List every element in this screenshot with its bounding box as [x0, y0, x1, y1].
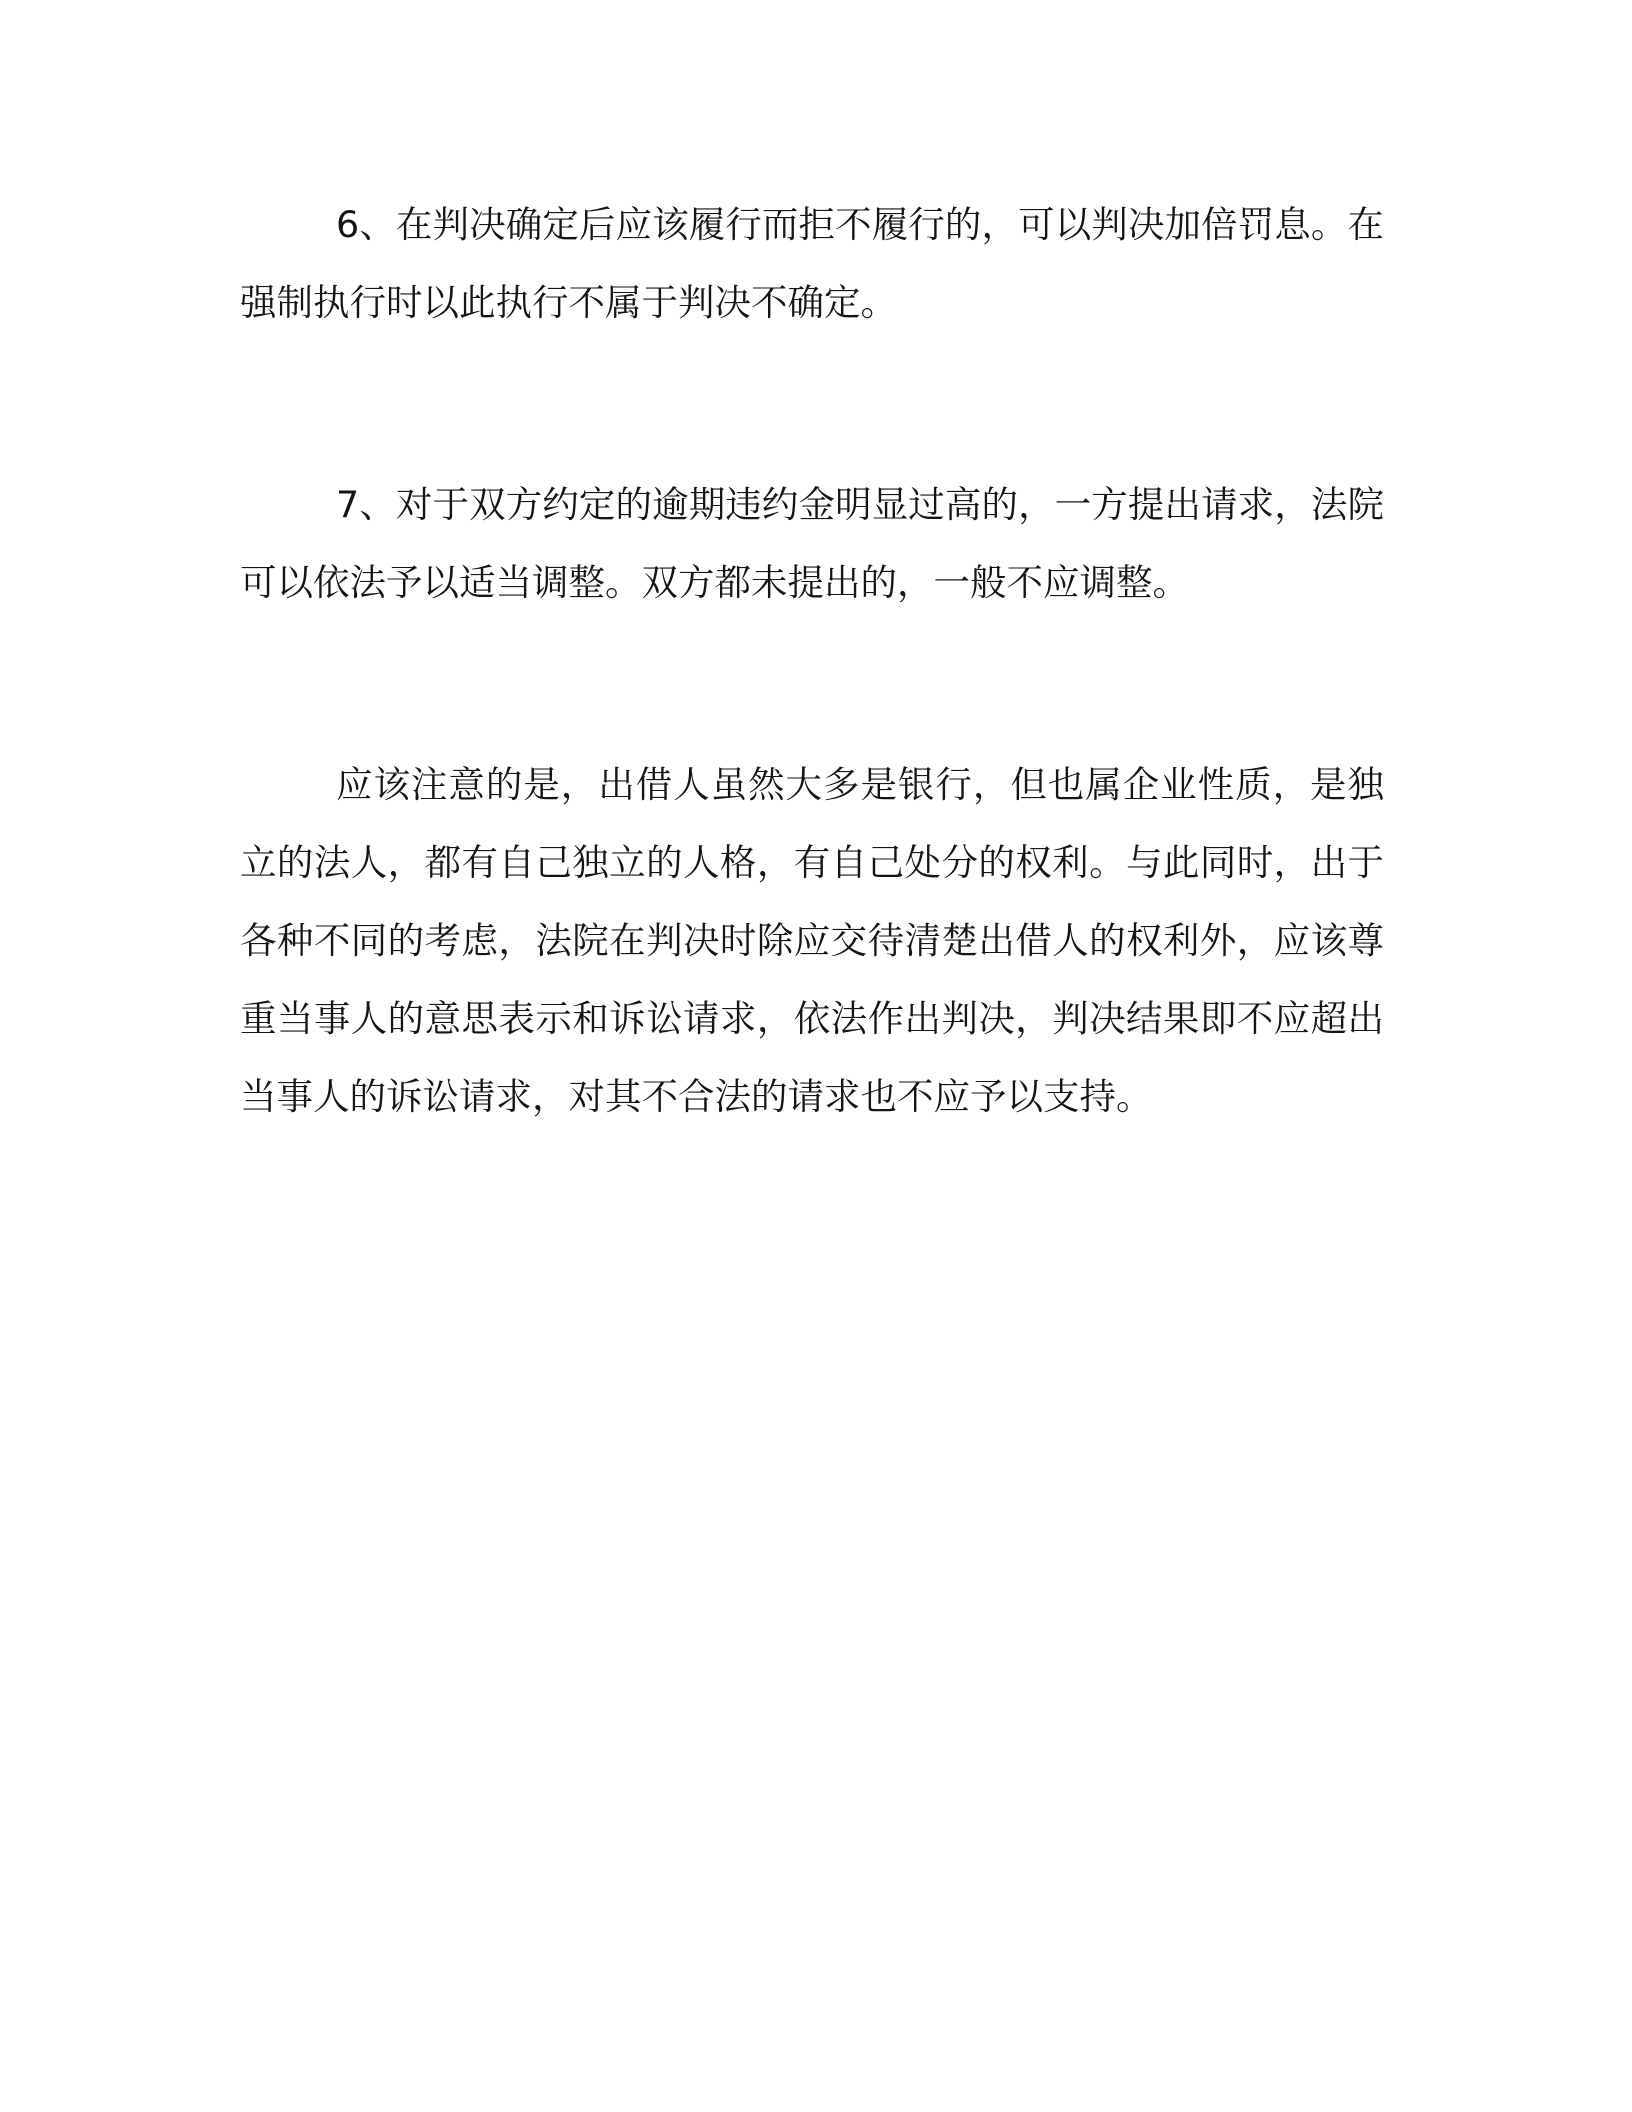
paragraph-item-6: 6、在判决确定后应该履行而拒不履行的，可以判决加倍罚息。在强制执行时以此执行不属于判决不确定。	[240, 203, 1384, 324]
paragraph-note: 应该注意的是，出借人虽然大多是银行，但也属企业性质，是独立的法人，都有自己独立的人格，有自己处分的权利。与此同时，出于各种不同的考虑，法院在判决时除应交待清楚出借人的权利外，应该尊重当事人的意思表示和诉讼请求，依法作出判决，判决结果即不应超出当事人的诉讼请求，对其不合法的请求也不应予以支持。	[240, 763, 1384, 1118]
document-body	[240, 186, 1384, 1136]
paragraph-item-7: 7、对于双方约定的逾期违约金明显过高的，一方提出请求，法院可以依法予以适当调整。双方都未提出的，一般不应调整。	[240, 483, 1384, 604]
